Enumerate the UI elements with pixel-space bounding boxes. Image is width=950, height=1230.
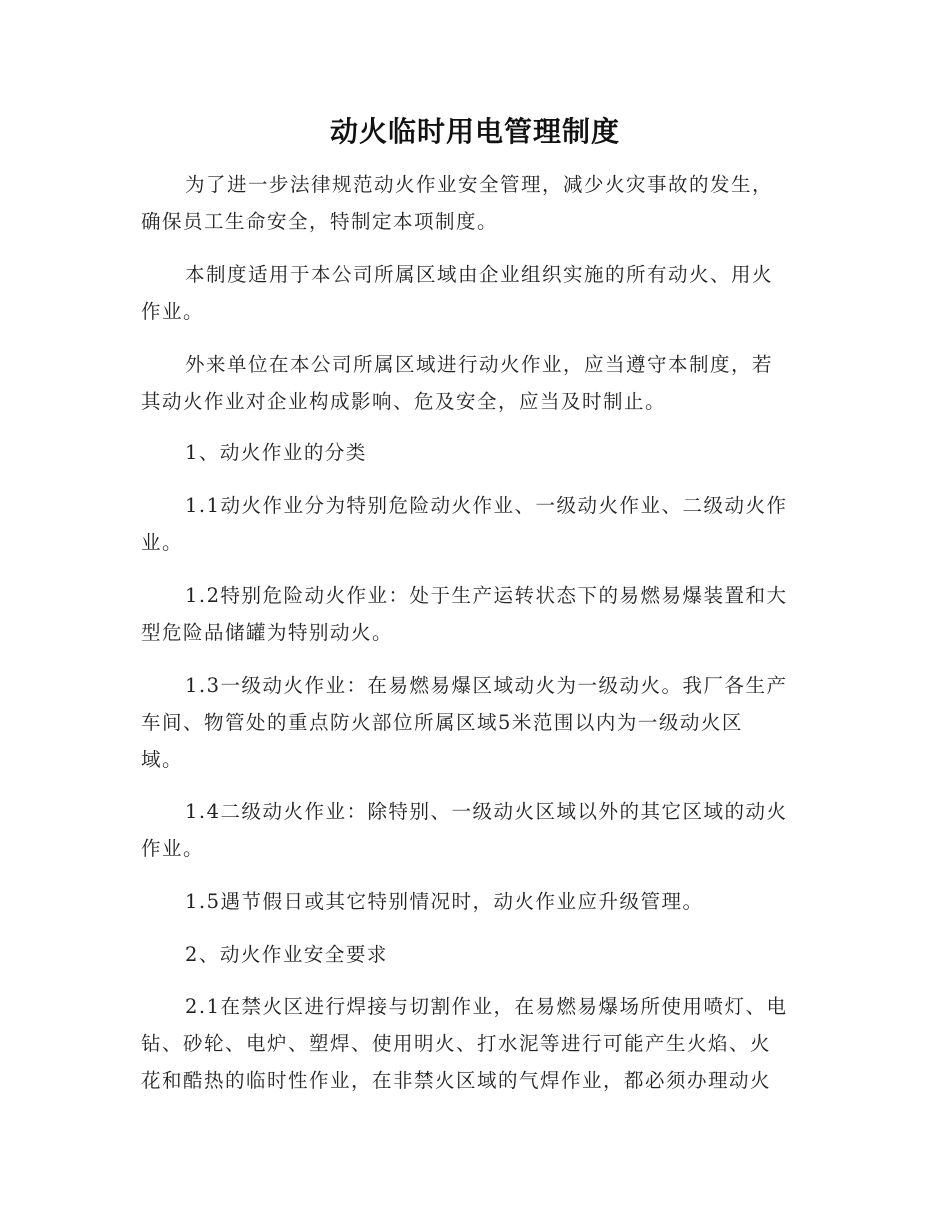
paragraph-scope — [141, 256, 811, 330]
paragraph-line: 1、动火作业的分类 — [185, 441, 367, 464]
paragraph-1-5 — [141, 883, 811, 920]
paragraph-line: 外来单位在本公司所属区域进行动火作业，应当遵守本制度，若 — [185, 353, 774, 376]
paragraph-1-2 — [141, 577, 811, 651]
paragraph-line: 1.4二级动火作业：除特别、一级动火区域以外的其它区域的动火 — [185, 800, 788, 823]
paragraph-line: 1.2特别危险动火作业：处于生产运转状态下的易燃易爆装置和大 — [185, 584, 788, 607]
paragraph-line: 1.3一级动火作业：在易燃易爆区域动火为一级动火。我厂各生产 — [185, 674, 788, 697]
paragraph-line: 2、动火作业安全要求 — [185, 943, 388, 966]
paragraph-2-1 — [141, 988, 811, 1099]
paragraph-line: 确保员工生命安全，特制定本项制度。 — [141, 210, 499, 233]
paragraph-purpose — [141, 166, 811, 240]
paragraph-line: 本制度适用于本公司所属区域由企业组织实施的所有动火、用火 — [185, 263, 774, 286]
paragraph-line: 作业。 — [141, 300, 205, 323]
paragraph-line: 1.5遇节假日或其它特别情况时，动火作业应升级管理。 — [185, 890, 704, 913]
paragraph-external-units — [141, 346, 811, 420]
paragraph-line: 2.1在禁火区进行焊接与切割作业，在易燃易爆场所使用喷灯、电 — [185, 995, 788, 1018]
document-title: 动火临时用电管理制度 — [329, 115, 620, 148]
paragraph-line: 花和酷热的临时性作业，在非禁火区域的气焊作业，都必须办理动火 — [141, 1069, 772, 1092]
paragraph-line: 车间、物管处的重点防火部位所属区域5米范围以内为一级动火区 — [141, 711, 743, 734]
paragraph-line: 1.1动火作业分为特别危险动火作业、一级动火作业、二级动火作 — [185, 494, 788, 517]
paragraph-1-4 — [141, 793, 811, 867]
paragraph-1-3 — [141, 667, 811, 778]
section-heading-classification — [141, 434, 811, 471]
paragraph-line: 业。 — [141, 531, 184, 554]
paragraph-line: 作业。 — [141, 837, 205, 860]
paragraph-line: 型危险品储罐为特别动火。 — [141, 621, 394, 644]
paragraph-line: 钻、砂轮、电炉、塑焊、使用明火、打水泥等进行可能产生火焰、火 — [141, 1032, 772, 1055]
paragraph-line: 其动火作业对企业构成影响、危及安全，应当及时制止。 — [141, 390, 667, 413]
paragraph-line: 域。 — [141, 748, 184, 771]
section-heading-safety-requirements — [141, 936, 811, 973]
paragraph-1-1 — [141, 487, 811, 561]
paragraph-line: 为了进一步法律规范动火作业安全管理，减少火灾事故的发生， — [185, 173, 774, 196]
